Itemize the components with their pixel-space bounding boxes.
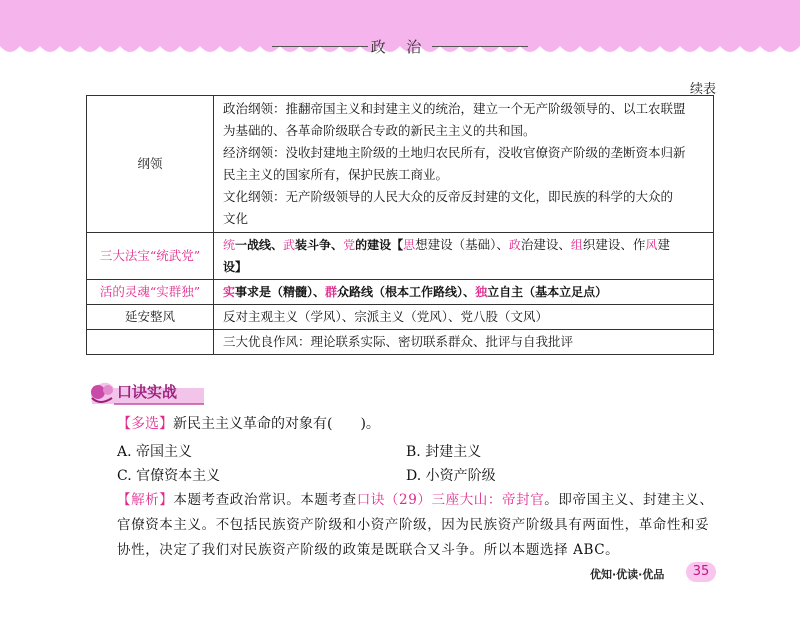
- page-number: 35: [686, 562, 716, 582]
- gangling-line: 政治纲领：推翻帝国主义和封建主义的统治，建立一个无产阶级领导的、以工农联盟: [223, 101, 686, 116]
- table-row-gangling: [87, 96, 714, 233]
- text-run: 建: [657, 237, 670, 252]
- option-c: C. 官僚资本主义: [117, 468, 221, 484]
- table-row-fabao: [87, 233, 714, 280]
- row-content-linghun: [214, 280, 714, 305]
- highlight-char: 组: [570, 238, 583, 252]
- highlight-char: 实: [223, 285, 236, 299]
- analysis-text: 。即帝国主义、封建主义、官僚资本主义。不包括民族资产阶级和小资产阶级，因为民族资产阶级具有两面性，革命性和妥协性，决定了我们对民族资产阶级的政策是既联合又斗争。所以本题选择 ABC。: [117, 492, 714, 558]
- question-stem: [117, 413, 380, 435]
- continuation-label: 续表: [689, 82, 716, 97]
- highlight-char: 思: [403, 238, 416, 252]
- analysis-highlight: 口诀（29）三座大山：帝封官: [356, 492, 545, 508]
- row-label-fabao: 三大法宝“统武党”: [87, 233, 214, 280]
- gangling-line: 民主主义的国家所有，保护民族工商业。: [223, 167, 449, 182]
- analysis-tag: 【解析】: [117, 492, 174, 508]
- row-label-linghun: 活的灵魂“实群独”: [87, 280, 214, 305]
- option-d: D. 小资产阶级: [406, 468, 496, 484]
- fabao-line-2: 设】: [223, 260, 248, 274]
- text-run: 众路线（根本工作路线）、: [337, 285, 476, 299]
- row-label-yanan: 延安整风: [87, 305, 214, 330]
- row-content-fabao: [214, 233, 714, 280]
- gangling-line: 文化纲领：无产阶级领导的人民大众的反帝反封建的文化，即民族的科学的大众的: [223, 189, 674, 204]
- footer-slogan: 优知·优读·优品: [590, 568, 665, 581]
- question-text: 新民主主义革命的对象有( )。: [173, 416, 380, 432]
- table-row-yanan: [87, 305, 714, 330]
- gangling-line: 经济纲领：没收封建地主阶级的土地归农民所有，没收官僚资产阶级的垄断资本归新: [223, 145, 686, 160]
- table-row-youliang: [87, 330, 714, 355]
- text-run: 一战线、: [235, 238, 284, 252]
- text-run: 织建设、作: [582, 237, 646, 252]
- fabao-line-1: [223, 234, 709, 256]
- row-content-gangling: [214, 96, 714, 233]
- text-run: 的建设【: [355, 238, 404, 252]
- highlight-char: 群: [325, 285, 338, 299]
- koujue-title: 口诀实战: [117, 383, 178, 401]
- gangling-line: 文化: [223, 211, 249, 226]
- text-run: 治建设、: [520, 237, 571, 252]
- highlight-char: 统: [223, 238, 236, 252]
- row-content-youliang: 三大优良作风：理论联系实际、密切联系群众、批评与自我批评: [214, 330, 714, 355]
- option-b: B. 封建主义: [406, 444, 482, 460]
- row-label-gangling: 纲领: [87, 96, 214, 233]
- highlight-char: 政: [508, 238, 521, 252]
- highlight-char: 风: [645, 238, 658, 252]
- summary-table: [86, 95, 714, 355]
- text-run: 想建设（基础）、: [415, 237, 509, 252]
- analysis-paragraph: [117, 488, 722, 563]
- analysis-text: 本题考查政治常识。本题考查: [173, 492, 357, 508]
- highlight-char: 武: [283, 238, 296, 252]
- row-label-youliang: [87, 330, 214, 355]
- table-row-linghun: [87, 280, 714, 305]
- text-run: 立自主（基本立足点）: [487, 285, 608, 299]
- text-run: 事求是（精髓）、: [235, 285, 326, 299]
- text-run: 装斗争、: [295, 238, 344, 252]
- highlight-char: 独: [475, 285, 488, 299]
- gangling-line: 为基础的、各革命阶级联合专政的新民主主义的共和国。: [223, 123, 536, 138]
- question-tag: 【多选】: [117, 416, 173, 432]
- row-content-yanan: 反对主观主义（学风）、宗派主义（党风）、党八股（文风）: [214, 305, 714, 330]
- section-title: 政 治: [370, 38, 430, 56]
- highlight-char: 党: [343, 238, 356, 252]
- option-a: A. 帝国主义: [117, 444, 193, 460]
